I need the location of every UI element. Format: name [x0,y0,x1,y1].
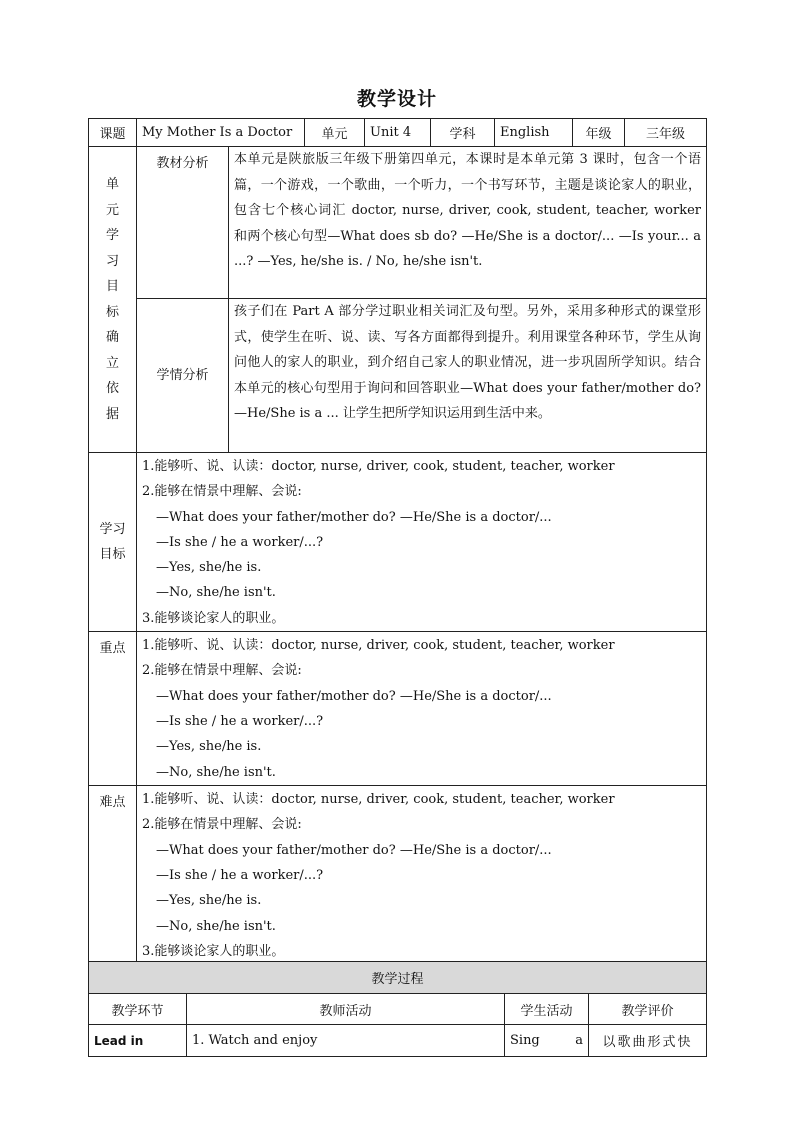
material-text: 本单元是陕旅版三年级下册第四单元，本课时是本单元第 3 课时，包含一个语篇，一个游戏，一个歌曲，一个听力，一个书写环节，主题是谈论家人的职业，包含七个核心词汇 doctor, nurse, driver, cook, student, teacher, worker 和两个核心句型—What does sb do? —He/She is a doctor/... —Is your... a ...? —Yes, he/she is. / No, he/she isn't. [229,147,707,299]
difficult-point-line: 1.能够听、说、认读：doctor, nurse, driver, cook, student, teacher, worker [142,792,615,808]
col-teacher: 教师活动 [187,994,505,1025]
basis-label-char: 据 [105,406,119,422]
basis-label-char: 标 [105,304,119,320]
basis-label-char: 确 [105,330,119,345]
basis-label-char: 立 [105,355,119,371]
objective-line: —No, she/he isn't. [156,585,276,601]
objective-line: 3.能够谈论家人的职业。 [142,610,285,626]
process-title-row [89,962,707,994]
grade-value: 三年级 [625,119,707,147]
basis-label-char: 习 [105,253,119,269]
student-row [89,299,707,453]
objective-line: 2.能够在情景中理解、会说: [142,484,302,500]
difficult-points-content [137,786,707,965]
objective-line: —Yes, she/he is. [156,560,262,576]
key-points-label: 重点 [89,632,137,786]
key-point-line: —No, she/he isn't. [156,764,276,780]
key-point-line: —Is she / he a worker/...? [156,713,324,729]
objectives-content [137,453,707,632]
col-stage: 教学环节 [89,994,187,1025]
student-label: 学情分析 [137,299,229,453]
process-row [89,1025,707,1057]
key-points-content [137,632,707,786]
difficult-point-line: —Yes, she/he is. [156,893,262,909]
basis-label-char: 元 [105,202,119,218]
unit-value: Unit 4 [365,119,431,147]
basis-label-char: 单 [105,177,119,192]
basis-label-char: 目 [105,279,119,294]
key-point-line: —What does your father/mother do? —He/She is a doctor/... [156,688,552,704]
basis-label-text [105,172,121,427]
header-row [89,119,707,147]
process-table [88,961,707,1057]
difficult-point-line: —No, she/he isn't. [156,918,276,934]
difficult-point-line: —Is she / he a worker/...? [156,867,324,883]
difficult-point-line: 3.能够谈论家人的职业。 [142,943,285,959]
objectives-label-1: 学习 [99,522,126,538]
topic-label: 课题 [89,119,137,147]
material-label: 教材分析 [137,147,229,299]
eval-cell: 以歌曲形式快 [589,1025,707,1057]
basis-label-char: 学 [105,228,119,243]
basis-label-char: 依 [105,381,119,396]
key-point-line: 2.能够在情景中理解、会说: [142,663,302,679]
difficult-point-line: —What does your father/mother do? —He/She is a doctor/... [156,842,552,858]
objectives-row [89,453,707,632]
subject-value: English [495,119,573,147]
topic-value: My Mother Is a Doctor [137,119,305,147]
objective-line: —Is she / he a worker/...? [156,534,324,550]
teacher-cell: 1. Watch and enjoy [187,1025,505,1057]
lesson-plan-table [88,118,707,965]
grade-label: 年级 [573,119,625,147]
objective-line: 1.能够听、说、认读：doctor, nurse, driver, cook, student, teacher, worker [142,459,615,474]
difficult-points-row [89,786,707,965]
key-points-row [89,632,707,786]
subject-label: 学科 [431,119,495,147]
objective-line: —What does your father/mother do? —He/She is a doctor/... [156,509,552,525]
key-point-line: —Yes, she/he is. [156,739,262,755]
unit-label: 单元 [305,119,365,147]
objectives-label [89,453,137,632]
stage-cell: Lead in [89,1025,187,1057]
material-row [89,147,707,299]
difficult-points-label: 难点 [89,786,137,965]
page-title: 教学设计 [356,88,437,110]
col-student: 学生活动 [505,994,589,1025]
process-header-row [89,994,707,1025]
basis-label [89,147,137,453]
objectives-label-2: 目标 [99,547,126,563]
student-cell: Sing a [505,1025,589,1057]
col-eval: 教学评价 [589,994,707,1025]
key-point-line: 1.能够听、说、认读：doctor, nurse, driver, cook, student, teacher, worker [142,638,615,654]
process-section-title: 教学过程 [89,962,707,994]
student-text: 孩子们在 Part A 部分学过职业相关词汇及句型。另外，采用多种形式的课堂形式，使学生在听、说、读、写各方面都得到提升。利用课堂各种环节，学生从询问他人的家人的职业，到介绍自己家人的职业情况，进一步巩固所学知识。结合本单元的核心句型用于询问和回答职业—What does your father/mother do? —He/She is a ... 让学生把所学知识运用到生活中来。 [229,299,707,453]
difficult-point-line: 2.能够在情景中理解、会说: [142,817,302,833]
